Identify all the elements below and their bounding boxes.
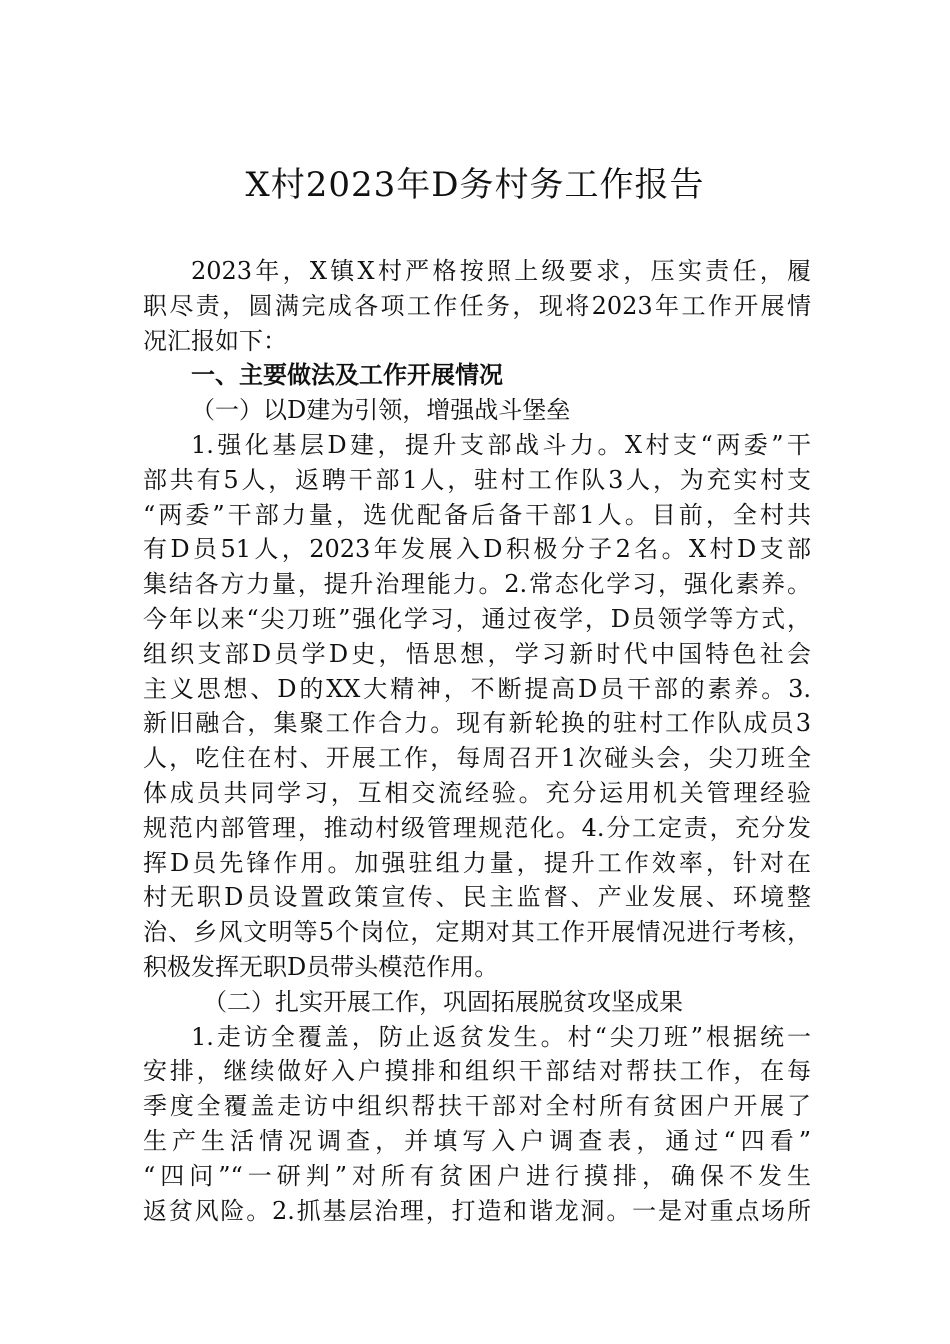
paragraph-line: “两委”干部力量，选优配备后备干部1人。目前，全村共 bbox=[143, 500, 811, 529]
document-title: X村2023年D务村务工作报告 bbox=[245, 165, 705, 205]
paragraph-line: 季度全覆盖走访中组织帮扶干部对全村所有贫困户开展了 bbox=[143, 1092, 811, 1121]
paragraph-line: 新旧融合，集聚工作合力。现有新轮换的驻村工作队成员3 bbox=[143, 709, 811, 738]
paragraph-line: 积极发挥无职D员带头模范作用。 bbox=[143, 952, 499, 981]
paragraph-line: 村无职D员设置政策宣传、民主监督、产业发展、环境整 bbox=[143, 883, 811, 912]
paragraph-line: 1.走访全覆盖，防止返贫发生。村“尖刀班”根据统一 bbox=[191, 1022, 811, 1051]
section-heading: 一、主要做法及工作开展情况 bbox=[191, 360, 503, 390]
paragraph-line: 规范内部管理，推动村级管理规范化。4.分工定责，充分发 bbox=[143, 813, 811, 842]
paragraph-line: 2023年，X镇X村严格按照上级要求，压实责任，履 bbox=[191, 257, 811, 285]
paragraph-line: 1.强化基层D建，提升支部战斗力。X村支“两委”干 bbox=[191, 430, 811, 459]
paragraph-line: 集结各方力量，提升治理能力。2.常态化学习，强化素养。 bbox=[143, 570, 811, 599]
paragraph-line: 挥D员先锋作用。加强驻组力量，提升工作效率，针对在 bbox=[143, 848, 811, 877]
subsection-heading: （二）扎实开展工作，巩固拓展脱贫攻坚成果 bbox=[203, 987, 683, 1016]
paragraph-line: 有D员51人，2023年发展入D积极分子2名。X村D支部 bbox=[143, 535, 811, 564]
paragraph-line: “四问”“一研判”对所有贫困户进行摸排，确保不发生 bbox=[143, 1161, 811, 1190]
paragraph-line: 今年以来“尖刀班”强化学习，通过夜学，D员领学等方式， bbox=[143, 604, 811, 633]
paragraph-line: 生产生活情况调查，并填写入户调查表，通过“四看” bbox=[143, 1126, 811, 1155]
paragraph-line: 部共有5人，返聘干部1人，驻村工作队3人，为充实村支 bbox=[143, 465, 811, 494]
paragraph-line: 体成员共同学习，互相交流经验。充分运用机关管理经验 bbox=[143, 778, 811, 807]
paragraph-line: 况汇报如下： bbox=[143, 326, 287, 355]
paragraph-line: 主义思想、D的XX大精神，不断提高D员干部的素养。3. bbox=[143, 674, 811, 703]
document-body bbox=[143, 254, 811, 1228]
paragraph-line: 安排，继续做好入户摸排和组织干部结对帮扶工作，在每 bbox=[143, 1057, 811, 1086]
paragraph-line: 组织支部D员学D史，悟思想，学习新时代中国特色社会 bbox=[143, 639, 811, 668]
paragraph-line: 返贫风险。2.抓基层治理，打造和谐龙洞。一是对重点场所 bbox=[143, 1196, 811, 1225]
paragraph-line: 治、乡风文明等5个岗位，定期对其工作开展情况进行考核， bbox=[143, 918, 811, 947]
paragraph-line: 人，吃住在村、开展工作，每周召开1次碰头会，尖刀班全 bbox=[143, 744, 811, 773]
subsection-heading: （一）以D建为引领，增强战斗堡垒 bbox=[191, 396, 571, 425]
paragraph-line: 职尽责，圆满完成各项工作任务，现将2023年工作开展情 bbox=[143, 291, 811, 320]
